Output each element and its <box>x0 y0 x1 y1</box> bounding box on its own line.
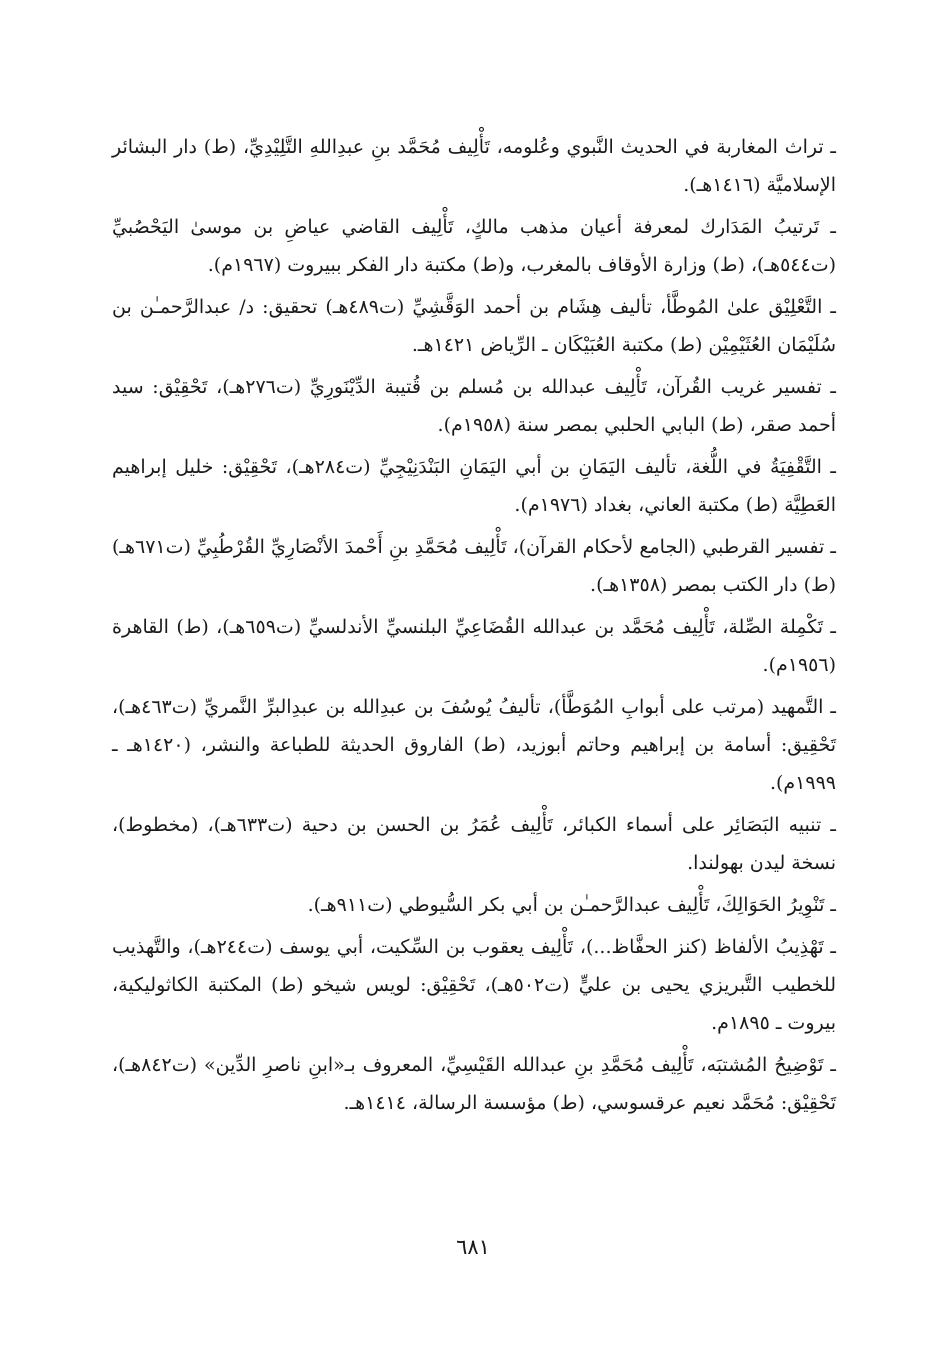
bibliography-entry-11: ـ تَهْذِيبُ الألفاظ (كنز الحفَّاظ...)، تَأْلِيف يعقوب بن السِّكيت، أبي يوسف (ت٢٤٤هـ)، والتَّهذيب للخطيب التَّبريزي يحيى بن عليٍّ (ت٥٠٢هـ)، تَحْقِيْق: لويس شيخو (ط) المكتبة الكاثوليكية، بيروت ـ ١٨٩٥م. <box>112 936 836 1034</box>
bibliography-entry-3: ـ التَّعْلِيْق علىٰ المُوطَّأ، تأليف هِشَام بن أحمد الوَقَّشِيِّ (ت٤٨٩هـ) تحقيق: د/ عبدالرَّحمـٰن بن سُلَيْمَان العُثَيْمِيْن (ط) مكتبة العُبَيْكَان ـ الرِّياض ١٤٢١هـ. <box>112 296 836 356</box>
bibliography-entry-8: ـ التَّمهيد (مرتب على أبوابِ المُوَطَّأ)، تأليفُ يُوسُفَ بن عبدِالله بن عبدِالبرِّ النَّمريِّ (ت٤٦٣هـ)، تَحْقِيق: أسامة بن إبراهيم وحاتم أبوزيد، (ط) الفاروق الحديثة للطباعة والنشر، (١٤٢٠هـ ـ ١٩٩٩م). <box>112 696 836 794</box>
bibliography-entry-4: ـ تفسير غريب القُرآن، تَأْلِيف عبدالله بن مُسلم بن قُتيبة الدِّيْنَورِيِّ (ت٢٧٦هـ)، تَحْقِيْق: سيد أحمد صقر، (ط) البابي الحلبي بمصر سنة (١٩٥٨م). <box>112 376 836 436</box>
bibliography-entry-7: ـ تَكْمِلة الصِّلة، تَأْلِيف مُحَمَّد بن عبدالله القُضَاعِيِّ البلنسيِّ الأندلسيِّ (ت٦٥٩هـ)، (ط) القاهرة (١٩٥٦م). <box>112 616 836 676</box>
bibliography-entry-2: ـ تَرتيبُ المَدَارك لمعرفة أعيان مذهب مالكٍ، تَأْلِيف القاضي عياضِ بن موسىٰ اليَحْصُبيِّ (ت٥٤٤هـ)، (ط) وزارة الأوقاف بالمغرب، و(ط) مكتبة دار الفكر ببيروت (١٩٦٧م). <box>112 216 836 276</box>
bibliography-page <box>112 128 836 1126</box>
bibliography-entry-5: ـ التَّقْفِيَةُ في اللُّغة، تأليف اليَمَانِ بن أبي اليَمَانِ البَنْدَنِيْجِيِّ (ت٢٨٤هـ)، تَحْقِيْق: خليل إبراهيم العَطِيَّة (ط) مكتبة العاني، بغداد (١٩٧٦م). <box>112 456 836 516</box>
bibliography-entry-10: ـ تَنْوِيرُ الحَوَالِكَ، تَأْلِيف عبدالرَّحمـٰن بن أبي بكر السُّيوطي (ت٩١١هـ). <box>307 894 836 916</box>
bibliography-entry-12: ـ تَوْضِيحُ المُشتبَه، تَأْلِيف مُحَمَّدِ بنِ عبدالله القَيْسِيِّ، المعروف بـ«ابنِ ناصرِ الدِّين» (ت٨٤٢هـ)، تَحْقِيْق: مُحَمَّد نعيم عرقسوسي، (ط) مؤسسة الرسالة، ١٤١٤هـ. <box>112 1054 836 1114</box>
bibliography-entry-6: ـ تفسير القرطبي (الجامع لأحكام القرآن)، تَأْلِيف مُحَمَّدِ بنِ أَحْمدَ الأنْصَارِيِّ القُرْطُبِيِّ (ت٦٧١هـ) (ط) دار الكتب بمصر (١٣٥٨هـ). <box>112 536 836 596</box>
page-number: ٦٨١ <box>456 1235 490 1259</box>
bibliography-entry-9: ـ تنبيه البَصَائِر على أسماء الكبائر، تَأْلِيف عُمَرُ بن الحسن بن دحية (ت٦٣٣هـ)، (مخطوط)، نسخة ليدن بهولندا. <box>112 814 836 874</box>
bibliography-entry-1: ـ تراث المغاربة في الحديث النَّبوي وعُلومه، تَأْلِيف مُحَمَّد بنِ عبدِاللهِ التَّلِيْدِيِّ، (ط) دار البشائر الإسلاميَّة (١٤١٦هـ). <box>112 136 836 196</box>
